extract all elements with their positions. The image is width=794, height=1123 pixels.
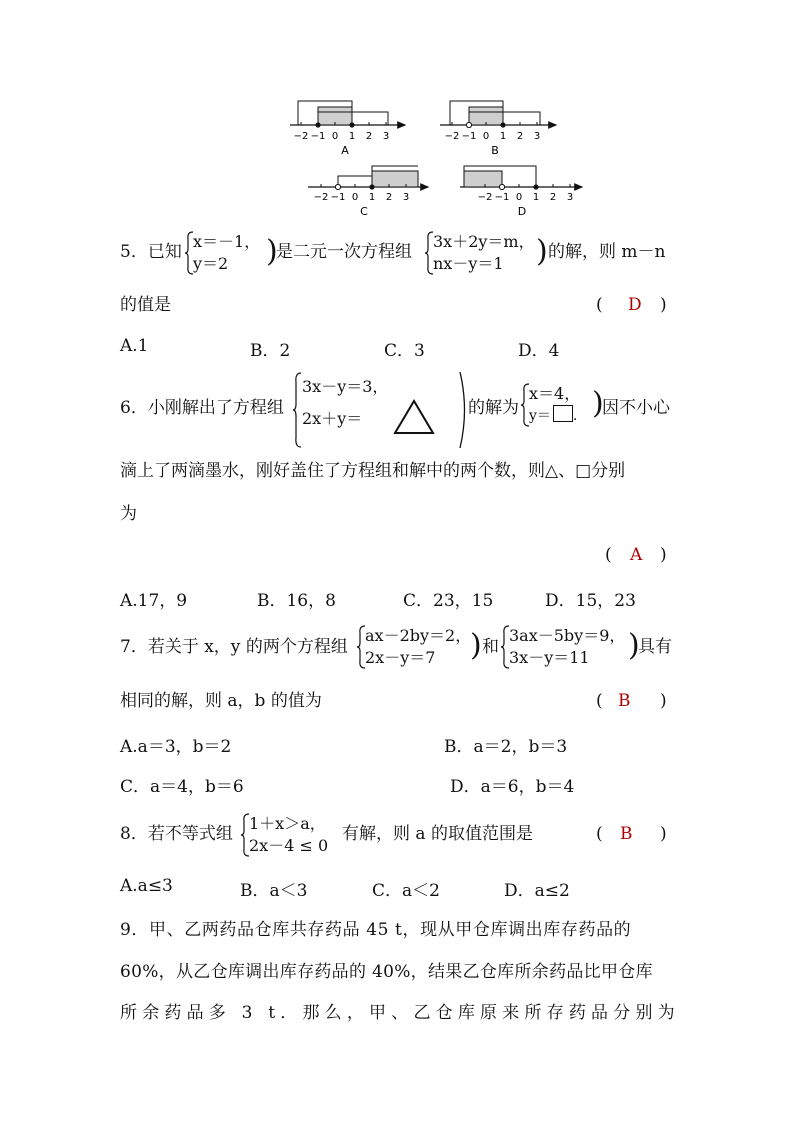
q5-sys2-close: ) [536,234,548,269]
q7-sys1-eq1: ax－2by＝2， [365,626,472,645]
q6-choice-c: C．23，15 [403,591,494,611]
figure-c-label: C [360,205,368,218]
q7-sys2-eq1: 3ax－5by＝9， [509,626,626,645]
figure-a [290,101,405,157]
figure-b-tick: −2 [444,131,460,142]
figure-a-tick: 1 [348,131,356,142]
q5-suffix: 的解，则 m－n [548,242,666,262]
q5-prefix: 5．已知 [120,242,182,262]
q6-mid: 的解为 [468,398,519,418]
q7-choice-b: B．a＝2，b＝3 [444,737,568,757]
q5-choice-a: A.1 [120,336,149,356]
q6-choice-d: D．15，23 [545,591,636,611]
figure-c-tick: 2 [385,192,393,203]
figure-b-tick: 3 [533,131,541,142]
q5-paren-close: ) [660,295,667,315]
figure-b-label: B [491,144,499,157]
q7-suffix: 具有 [638,637,672,657]
q7-prefix: 7．若关于 x，y 的两个方程组 [120,637,348,657]
q6-choice-a: A.17，9 [120,591,188,611]
q6-sys2-tail: . [572,408,578,424]
q8-sys1-eq2: 2x－4 ≤ 0 [249,836,329,855]
q8-sys1-eq1: 1＋x＞a， [249,814,326,833]
figure-c-tick: −1 [330,192,346,203]
q8-answer: B [620,824,633,844]
figure-a-tick: −1 [310,131,326,142]
figure-a-tick: 2 [365,131,373,142]
q5-sys1-close: ) [266,234,278,269]
q9-line2: 60%，从乙仓库调出库存药品的 40%，结果乙仓库所余药品比甲仓库 [120,962,653,982]
figure-d-tick: −2 [477,192,493,203]
q6-line3: 为 [120,504,137,524]
q8-choice-c: C．a＜2 [372,881,440,901]
figure-b-tick: 0 [482,131,490,142]
figure-d [460,166,582,218]
figure-a-tick: 0 [331,131,339,142]
q8-suffix: 有解，则 a 的取值范围是 [342,824,533,844]
q5-mid: 是二元一次方程组 [276,242,412,262]
q8-choice-b: B．a＜3 [240,881,308,901]
q8-choice-d: D．a≤2 [504,881,570,901]
figure-b [440,101,556,157]
q5-answer: D [628,295,642,315]
figure-d-label: D [517,205,527,218]
figure-c [308,166,428,218]
figure-a-tick: −2 [293,131,309,142]
q7-choice-d: D．a＝6，b＝4 [450,777,575,797]
q5-sys1-eq2: y＝2 [193,254,229,273]
q7-mid: 和 [482,637,499,657]
q6-line2: 滴上了两滴墨水，刚好盖住了方程组和解中的两个数，则△、□分别 [120,461,626,481]
q6-answer: A [630,545,643,565]
q7-answer: B [618,691,631,711]
q8-choice-a: A.a≤3 [120,876,173,896]
q7-choice-c: C．a＝4，b＝6 [120,777,244,797]
figure-d-tick: −1 [494,192,510,203]
q7-choice-a: A.a＝3，b＝2 [120,737,232,757]
q7-paren-close: ) [660,691,667,711]
q8-prefix: 8．若不等式组 [120,824,233,844]
q5-sys2-eq1: 3x＋2y＝m， [433,232,535,251]
q5-choice-b: B．2 [250,341,291,361]
figures-number-lines [0,0,794,230]
q5-sys2-eq2: nx－y＝1 [433,254,504,273]
q6-paren-open: ( [605,545,612,565]
figure-b-tick: 2 [516,131,524,142]
q5-choice-d: D．4 [518,341,560,361]
q8-paren-close: ) [660,824,667,844]
figure-b-tick: −1 [461,131,477,142]
figure-d-tick: 2 [549,192,557,203]
figure-c-tick: −2 [313,192,329,203]
q6-suffix: 因不小心 [602,398,670,418]
figure-c-tick: 1 [368,192,376,203]
q6-prefix: 6．小刚解出了方程组 [120,398,284,418]
q7-sys2-close: ) [628,628,640,663]
q6-paren-close: ) [660,545,667,565]
q5-paren-open: ( [596,295,603,315]
q6-sys1-eq1: 3x－y＝3， [302,377,389,396]
figure-b-tick: 1 [499,131,507,142]
square-icon [553,405,573,422]
figure-a-tick: 3 [382,131,390,142]
figure-a-label: A [341,144,349,157]
q6-sys2-eq2: y＝ [529,408,551,424]
q5-sys1-eq1: x＝－1， [193,232,261,251]
q7-paren-open: ( [596,691,603,711]
q8-paren-open: ( [596,824,603,844]
q6-choice-b: B．16，8 [257,591,336,611]
figure-c-tick: 3 [402,192,410,203]
q7-sys1-close: ) [470,628,482,663]
q7-sys1-eq2: 2x－y＝7 [365,648,436,667]
q5-line2: 的值是 [120,295,171,315]
figure-d-tick: 0 [515,192,523,203]
q7-sys2-eq2: 3x－y＝11 [509,648,590,667]
triangle-icon [392,398,436,436]
q9-line1: 9．甲、乙两药品仓库共存药品 45 t，现从甲仓库调出库存药品的 [120,920,632,940]
q6-sys2-close: ) [592,386,604,421]
figure-d-tick: 3 [566,192,574,203]
left-brace-icon [292,372,302,448]
q7-line2: 相同的解，则 a，b 的值为 [120,691,322,711]
q6-sys2-eq1: x＝4， [529,384,581,403]
q6-sys1-eq2: 2x＋y＝ [302,409,363,428]
figure-d-tick: 1 [532,192,540,203]
figure-c-tick: 0 [351,192,359,203]
q5-choice-c: C．3 [384,341,425,361]
q9-line3: 所余药品多 3 t．那么，甲、乙仓库原来所存药品分别为 [120,1003,680,1023]
